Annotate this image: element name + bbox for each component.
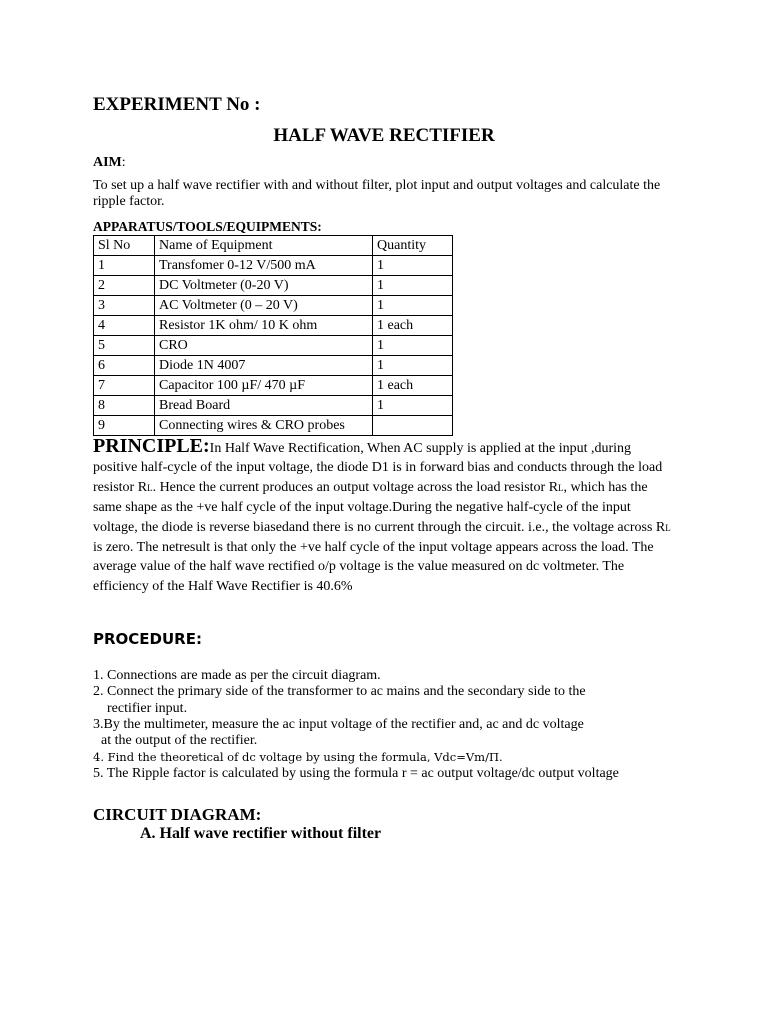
circuit-diagram-title: CIRCUIT DIAGRAM: [93,805,262,824]
header-equipment-name: Name of Equipment [155,236,373,256]
cell-sl-no: 7 [94,376,155,396]
cell-equipment: Connecting wires & CRO probes [155,416,373,436]
header-sl-no: Sl No [94,236,155,256]
principle-paragraph [93,437,678,596]
circuit-diagram-subtitle: A. Half wave rectifier without filter [140,825,382,842]
cell-quantity: 1 [373,296,453,316]
procedure-step-4: 4. Find the theoretical of dc voltage by using the formula, Vdc=Vm/Π. [93,750,503,765]
principle-text-4: is zero. The netresult is that only the +ve half cycle of the input voltage appears across the load. The average value of the half wave rectified o/p voltage is the value measured on dc voltmeter. The efficiency of the Half Wave Rectifier is 40.6% [93,540,654,594]
table-row [94,276,453,296]
equipment-table [93,235,453,436]
table-header-row [94,236,453,256]
table-row [94,396,453,416]
table-row [94,316,453,336]
procedure-step-2-continued: rectifier input. [107,700,188,716]
principle-text-2: . Hence the current produces an output voltage across the load resistor R [152,479,559,495]
aim-colon: : [121,155,126,170]
table-row [94,256,453,276]
table-row [94,416,453,436]
cell-quantity: 1 [373,276,453,296]
procedure-title: PROCEDURE: [93,630,202,648]
page-title: HALF WAVE RECTIFIER [273,125,495,146]
experiment-title: EXPERIMENT No : [93,94,261,115]
cell-sl-no: 5 [94,336,155,356]
cell-sl-no: 1 [94,256,155,276]
procedure-step-1: 1. Connections are made as per the circuit diagram. [93,668,381,683]
procedure-step-3: 3.By the multimeter, measure the ac input voltage of the rectifier and, ac and dc voltage [93,716,584,732]
cell-quantity: 1 [373,356,453,376]
cell-equipment: Bread Board [155,396,373,416]
cell-quantity [373,416,453,436]
aim-text: To set up a half wave rectifier with and without filter, plot input and output voltages and calculate the ripple factor. [93,178,661,209]
procedure-step-5: 5. The Ripple factor is calculated by using the formula r = ac output voltage/dc output voltage [93,765,619,781]
cell-equipment: Capacitor 100 µF/ 470 µF [155,376,373,396]
cell-equipment: Transfomer 0-12 V/500 mA [155,256,373,276]
cell-equipment: CRO [155,336,373,356]
subscript-l: L [147,482,153,493]
principle-text-3: , which has the same shape as the +ve half cycle of the input voltage.During the negative half-cycle of the input voltage, the diode is reverse biasedand there is no current through the circuit. i.e., the voltage across R [93,479,666,535]
procedure-steps [93,668,693,782]
cell-equipment: AC Voltmeter (0 – 20 V) [155,296,373,316]
cell-quantity: 1 [373,256,453,276]
cell-sl-no: 8 [94,396,155,416]
cell-quantity: 1 [373,336,453,356]
table-row [94,356,453,376]
principle-text-1: In Half Wave Rectification, When AC supply is applied at the input ,during positive half-cycle of the input voltage, the diode D1 is in forward bias and conducts through the load resistor R [93,441,663,495]
cell-equipment: Resistor 1K ohm/ 10 K ohm [155,316,373,336]
procedure-step-3-continued: at the output of the rectifier. [101,733,258,749]
cell-sl-no: 2 [94,276,155,296]
cell-quantity: 1 each [373,316,453,336]
principle-heading: PRINCIPLE: [93,435,210,457]
subscript-l: L [665,522,671,533]
cell-quantity: 1 [373,396,453,416]
apparatus-title: APPARATUS/TOOLS/EQUIPMENTS: [93,219,322,234]
cell-equipment: DC Voltmeter (0-20 V) [155,276,373,296]
aim-heading [93,155,126,171]
subscript-l: L [558,482,564,493]
table-row [94,336,453,356]
table-row [94,376,453,396]
cell-sl-no: 9 [94,416,155,436]
cell-equipment: Diode 1N 4007 [155,356,373,376]
cell-sl-no: 6 [94,356,155,376]
procedure-step-2: 2. Connect the primary side of the transformer to ac mains and the secondary side to the [93,684,586,700]
table-row [94,296,453,316]
aim-label: AIM [93,155,122,170]
cell-sl-no: 3 [94,296,155,316]
header-quantity: Quantity [373,236,453,256]
cell-sl-no: 4 [94,316,155,336]
cell-quantity: 1 each [373,376,453,396]
